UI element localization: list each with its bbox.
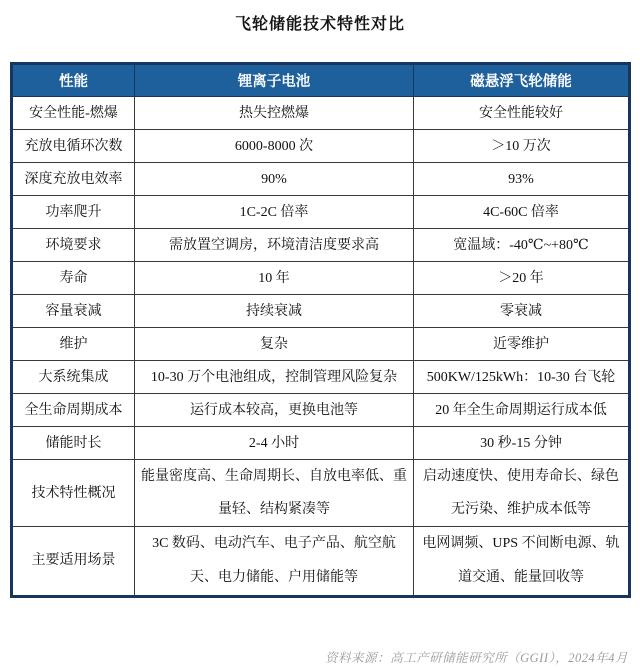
table-row <box>12 163 630 196</box>
table-row <box>12 361 630 394</box>
li-ion-cell: 6000-8000 次 <box>135 130 414 163</box>
li-ion-cell: 需放置空调房，环境清洁度要求高 <box>135 229 414 262</box>
li-ion-cell: 1C-2C 倍率 <box>135 196 414 229</box>
table-row <box>12 295 630 328</box>
column-header-attribute: 性能 <box>12 64 135 97</box>
li-ion-cell: 运行成本较高，更换电池等 <box>135 394 414 427</box>
li-ion-cell: 复杂 <box>135 328 414 361</box>
table-row <box>12 328 630 361</box>
table-row <box>12 97 630 130</box>
li-ion-cell: 能量密度高、生命周期长、自放电率低、重量轻、结构紧凑等 <box>135 460 414 527</box>
column-header-li-ion-battery: 锂离子电池 <box>135 64 414 97</box>
li-ion-cell: 2-4 小时 <box>135 427 414 460</box>
flywheel-cell: ＞10 万次 <box>414 130 630 163</box>
table-header-row <box>12 64 630 97</box>
li-ion-cell: 热失控燃爆 <box>135 97 414 130</box>
attribute-cell: 环境要求 <box>12 229 135 262</box>
table-row <box>12 196 630 229</box>
li-ion-cell: 10 年 <box>135 262 414 295</box>
table-row <box>12 262 630 295</box>
flywheel-cell: 电网调频、UPS 不间断电源、轨道交通、能量回收等 <box>414 527 630 597</box>
flywheel-cell: 30 秒-15 分钟 <box>414 427 630 460</box>
attribute-cell: 功率爬升 <box>12 196 135 229</box>
flywheel-cell: 零衰减 <box>414 295 630 328</box>
flywheel-cell: 4C-60C 倍率 <box>414 196 630 229</box>
table-row <box>12 527 630 597</box>
attribute-cell: 安全性能-燃爆 <box>12 97 135 130</box>
table-row <box>12 229 630 262</box>
li-ion-cell: 3C 数码、电动汽车、电子产品、航空航天、电力储能、户用储能等 <box>135 527 414 597</box>
page-title: 飞轮储能技术特性对比 <box>234 16 405 33</box>
attribute-cell: 维护 <box>12 328 135 361</box>
flywheel-cell: 93% <box>414 163 630 196</box>
flywheel-cell: ＞20 年 <box>414 262 630 295</box>
attribute-cell: 充放电循环次数 <box>12 130 135 163</box>
flywheel-cell: 启动速度快、使用寿命长、绿色无污染、维护成本低等 <box>414 460 630 527</box>
flywheel-cell: 500KW/125kWh：10-30 台飞轮 <box>414 361 630 394</box>
flywheel-cell: 20 年全生命周期运行成本低 <box>414 394 630 427</box>
table-row <box>12 394 630 427</box>
source-note: 资料来源：高工产研储能研究所（GGII），2024年4月 <box>325 651 628 665</box>
flywheel-cell: 近零维护 <box>414 328 630 361</box>
attribute-cell: 储能时长 <box>12 427 135 460</box>
table-row <box>12 130 630 163</box>
attribute-cell: 容量衰减 <box>12 295 135 328</box>
li-ion-cell: 90% <box>135 163 414 196</box>
attribute-cell: 主要适用场景 <box>12 527 135 597</box>
attribute-cell: 寿命 <box>12 262 135 295</box>
attribute-cell: 深度充放电效率 <box>12 163 135 196</box>
table-row <box>12 427 630 460</box>
flywheel-cell: 宽温域：-40℃~+80℃ <box>414 229 630 262</box>
attribute-cell: 大系统集成 <box>12 361 135 394</box>
attribute-cell: 技术特性概况 <box>12 460 135 527</box>
flywheel-cell: 安全性能较好 <box>414 97 630 130</box>
table-row <box>12 460 630 527</box>
comparison-table <box>10 62 631 598</box>
li-ion-cell: 持续衰减 <box>135 295 414 328</box>
li-ion-cell: 10-30 万个电池组成，控制管理风险复杂 <box>135 361 414 394</box>
column-header-maglev-flywheel: 磁悬浮飞轮储能 <box>414 64 630 97</box>
attribute-cell: 全生命周期成本 <box>12 394 135 427</box>
